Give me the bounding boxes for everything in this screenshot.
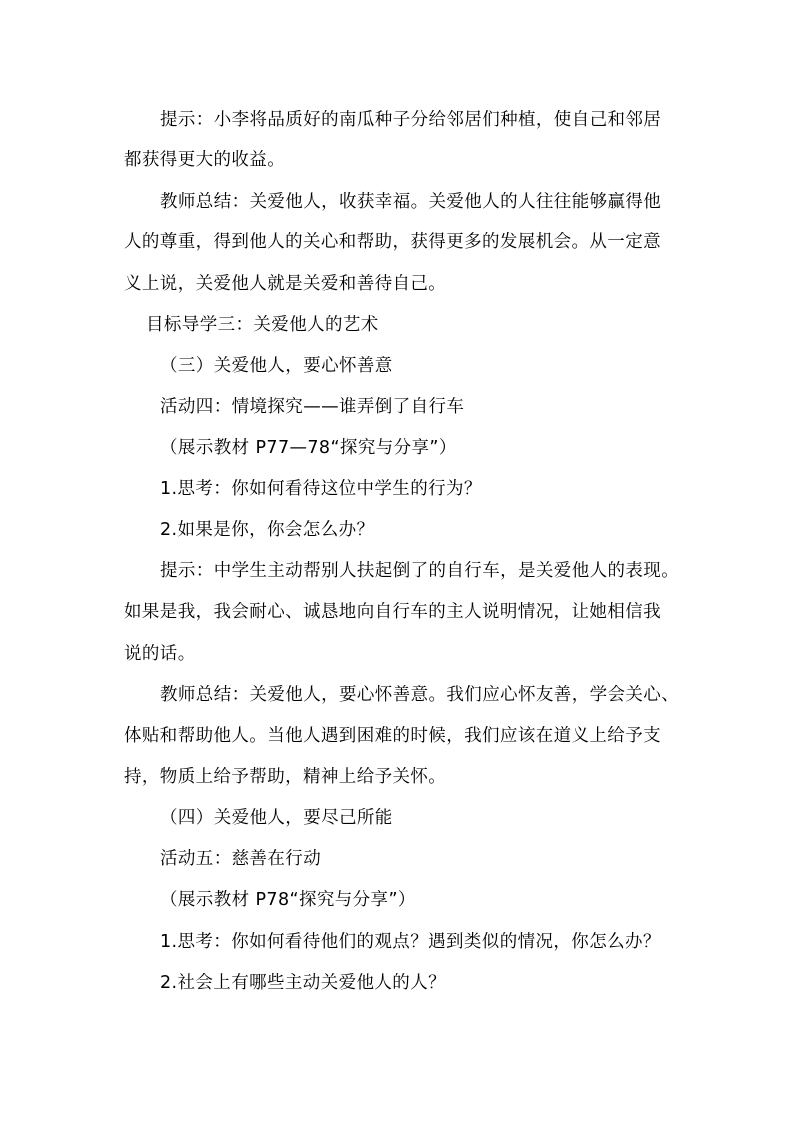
text-line: 提示：中学生主动帮别人扶起倒了的自行车，是关爱他人的表现。 — [160, 561, 680, 581]
text-line: 说的话。 — [124, 644, 196, 664]
subsection-heading: （四）关爱他人，要尽己所能 — [160, 808, 393, 828]
activity-heading: 活动四：情境探究——谁弄倒了自行车 — [160, 397, 465, 417]
text-line: 教师总结：关爱他人，要心怀善意。我们应心怀友善，学会关心、 — [160, 685, 680, 705]
subsection-heading: （三）关爱他人，要心怀善意 — [160, 356, 393, 376]
text-line: （展示教材 P78“探究与分享”） — [160, 890, 416, 910]
text-line: 义上说，关爱他人就是关爱和善待自己。 — [124, 274, 447, 294]
question-item: 1.思考：你如何看待他们的观点？遇到类似的情况，你怎么办？ — [160, 932, 661, 952]
text-line: （展示教材 P77—78“探究与分享”） — [160, 438, 457, 458]
text-line: 体贴和帮助他人。当他人遇到困难的时候，我们应该在道义上给予支 — [124, 726, 661, 746]
text-line: 提示：小李将品质好的南瓜种子分给邻居们种植，使自己和邻居 — [160, 110, 662, 130]
text-line: 如果是我，我会耐心、诚恳地向自行车的主人说明情况，让她相信我 — [124, 602, 661, 622]
question-item: 2.社会上有哪些主动关爱他人的人？ — [160, 973, 446, 993]
text-line: 都获得更大的收益。 — [124, 150, 286, 170]
question-item: 1.思考：你如何看待这位中学生的行为？ — [160, 479, 482, 499]
text-line: 人的尊重，得到他人的关心和帮助，获得更多的发展机会。从一定意 — [124, 232, 661, 252]
text-line: 持，物质上给予帮助，精神上给予关怀。 — [124, 767, 447, 787]
activity-heading: 活动五：慈善在行动 — [160, 849, 322, 869]
section-heading: 目标导学三：关爱他人的艺术 — [146, 315, 379, 335]
question-item: 2.如果是你，你会怎么办？ — [160, 520, 375, 540]
text-line: 教师总结：关爱他人，收获幸福。关爱他人的人往往能够赢得他 — [160, 192, 662, 212]
